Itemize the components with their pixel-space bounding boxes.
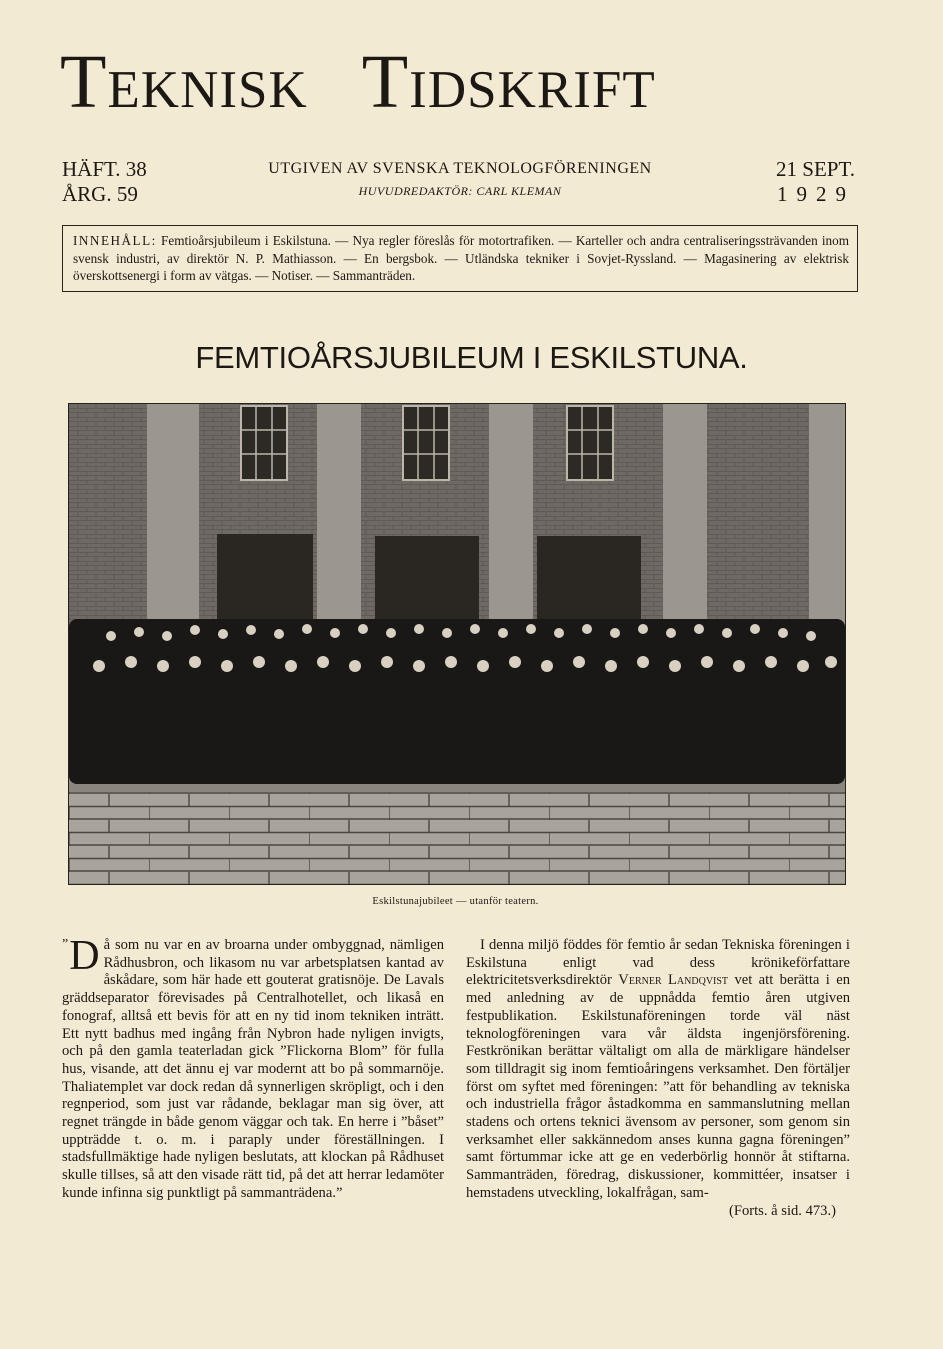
crowd xyxy=(69,619,845,784)
volume-number: ÅRG. 59 xyxy=(62,182,138,206)
window xyxy=(403,406,449,480)
table-of-contents xyxy=(62,225,858,292)
pillar xyxy=(663,404,707,644)
publisher-info xyxy=(230,160,690,199)
issue-info-right xyxy=(776,157,855,207)
pillar xyxy=(147,404,199,644)
editor-line: HUVUDREDAKTÖR: CARL KLEMAN xyxy=(358,184,562,198)
issue-date: 21 SEPT. xyxy=(776,157,855,181)
article-column-right xyxy=(466,937,850,1220)
masthead-word-2: Tidskrift xyxy=(361,40,656,124)
issue-year: 1929 xyxy=(777,182,855,206)
opening-quote: ” xyxy=(62,937,69,952)
issue-info-left xyxy=(62,157,147,207)
masthead-title xyxy=(60,40,860,124)
contents-label: INNEHÅLL: xyxy=(73,233,157,248)
pillar xyxy=(809,404,845,644)
masthead-word-1: Teknisk xyxy=(60,40,308,124)
publisher-line: UTGIVEN AV SVENSKA TEKNOLOGFÖRENINGEN xyxy=(268,160,652,177)
right-column-text-start: I denna miljö föddes för femtio år sedan Tekniska föreningen i Eskilstuna enligt vad dess krönikeförfattare elektricitetsverksdirektör xyxy=(466,937,850,989)
pavement xyxy=(69,789,845,884)
photo-caption: Eskilstunajubileet — utanför teatern. xyxy=(372,896,539,907)
left-column-text: å som nu var en av broarna under ombyggnad, nämligen Rådhusbron, och likasom nu var arbetsplatsen kantad av åskådare, som här hade ett gouterat gratisnöje. De Lavals gräddseparator förevisades på Centralhotellet, och likaså en fonograf, alltså ett bevis för att en ny tid inom tekniken inträtt. Ett nytt badhus med ingång från Nybron hade nyligen invigts, och på den gamla teaterladan gick ”Flickorna Blom” för fulla hus, visande, att det ännu ej var modernt att bo på sommarnöje. Thaliatemplet var dock redan då synnerligen skröpligt, och i den regnperiod, som just var rådande, beklagar man sig över, att regnet trängde in både genom väggar och tak. En herre i ”båset” uppträdde t. o. m. i paraply under föreställningen. I stadsfullmäktige hade nyligen beslutats, att klockan på Rådhuset skulle tillses, så att den visade rätt tid, på det att herrar ledamöter kunde infinna sig punktligt på sammanträdena.” xyxy=(62,937,444,1201)
window xyxy=(567,406,613,480)
right-column-text-end: vet att berätta i en med anledning av de uppnådda femtio åren utgiven festpublikation. Eskilstunaföreningen torde väl näst teknologföreningen vara vår äldsta ingenjörsförening. Festkrönikan berättar vältaligt om alla de märkligare händelser som tilldragit sig inom femtioåringens verksamhet. Den förtäljer först om syftet med föreningen: ”att för behandling av tekniska och industriella frågor åstadkomma en sammanslutning mellan stadens och ortens teknici ävensom av personer, som genom sin verksamhet eller sakkännedom anses kunna gagna föreningen” samt förtummar icke att ge en vederbörlig honnör åt stiftarna. Sammanträden, föredrag, diskussioner, kommittéer, insatser i hemstadens utveckling, lokalfrågan, sam- xyxy=(466,972,850,1201)
article-column-left xyxy=(62,933,444,1203)
window xyxy=(241,406,287,480)
drop-cap: D xyxy=(69,933,100,979)
contents-text: Femtioårsjubileum i Eskilstuna. — Nya regler föreslås för motortrafiken. — Karteller och andra centraliseringssträvanden inom svensk industri, av direktör N. P. Mathiasson. — En bergsbok. — Utländska tekniker i Sovjet-Ryssland. — Magasinering av elektrisk överskottsenergi i form av vätgas. — Notiser. — Sammanträden. xyxy=(73,233,849,283)
group-photo xyxy=(68,403,846,885)
continued-note: (Forts. å sid. 473.) xyxy=(728,1202,836,1219)
pillar xyxy=(489,404,533,644)
author-name: Verner Landqvist xyxy=(618,972,729,989)
issue-number: HÄFT. 38 xyxy=(62,157,147,181)
pillar xyxy=(317,404,361,644)
article-headline: FEMTIOÅRSJUBILEUM I ESKILSTUNA. xyxy=(195,340,748,375)
